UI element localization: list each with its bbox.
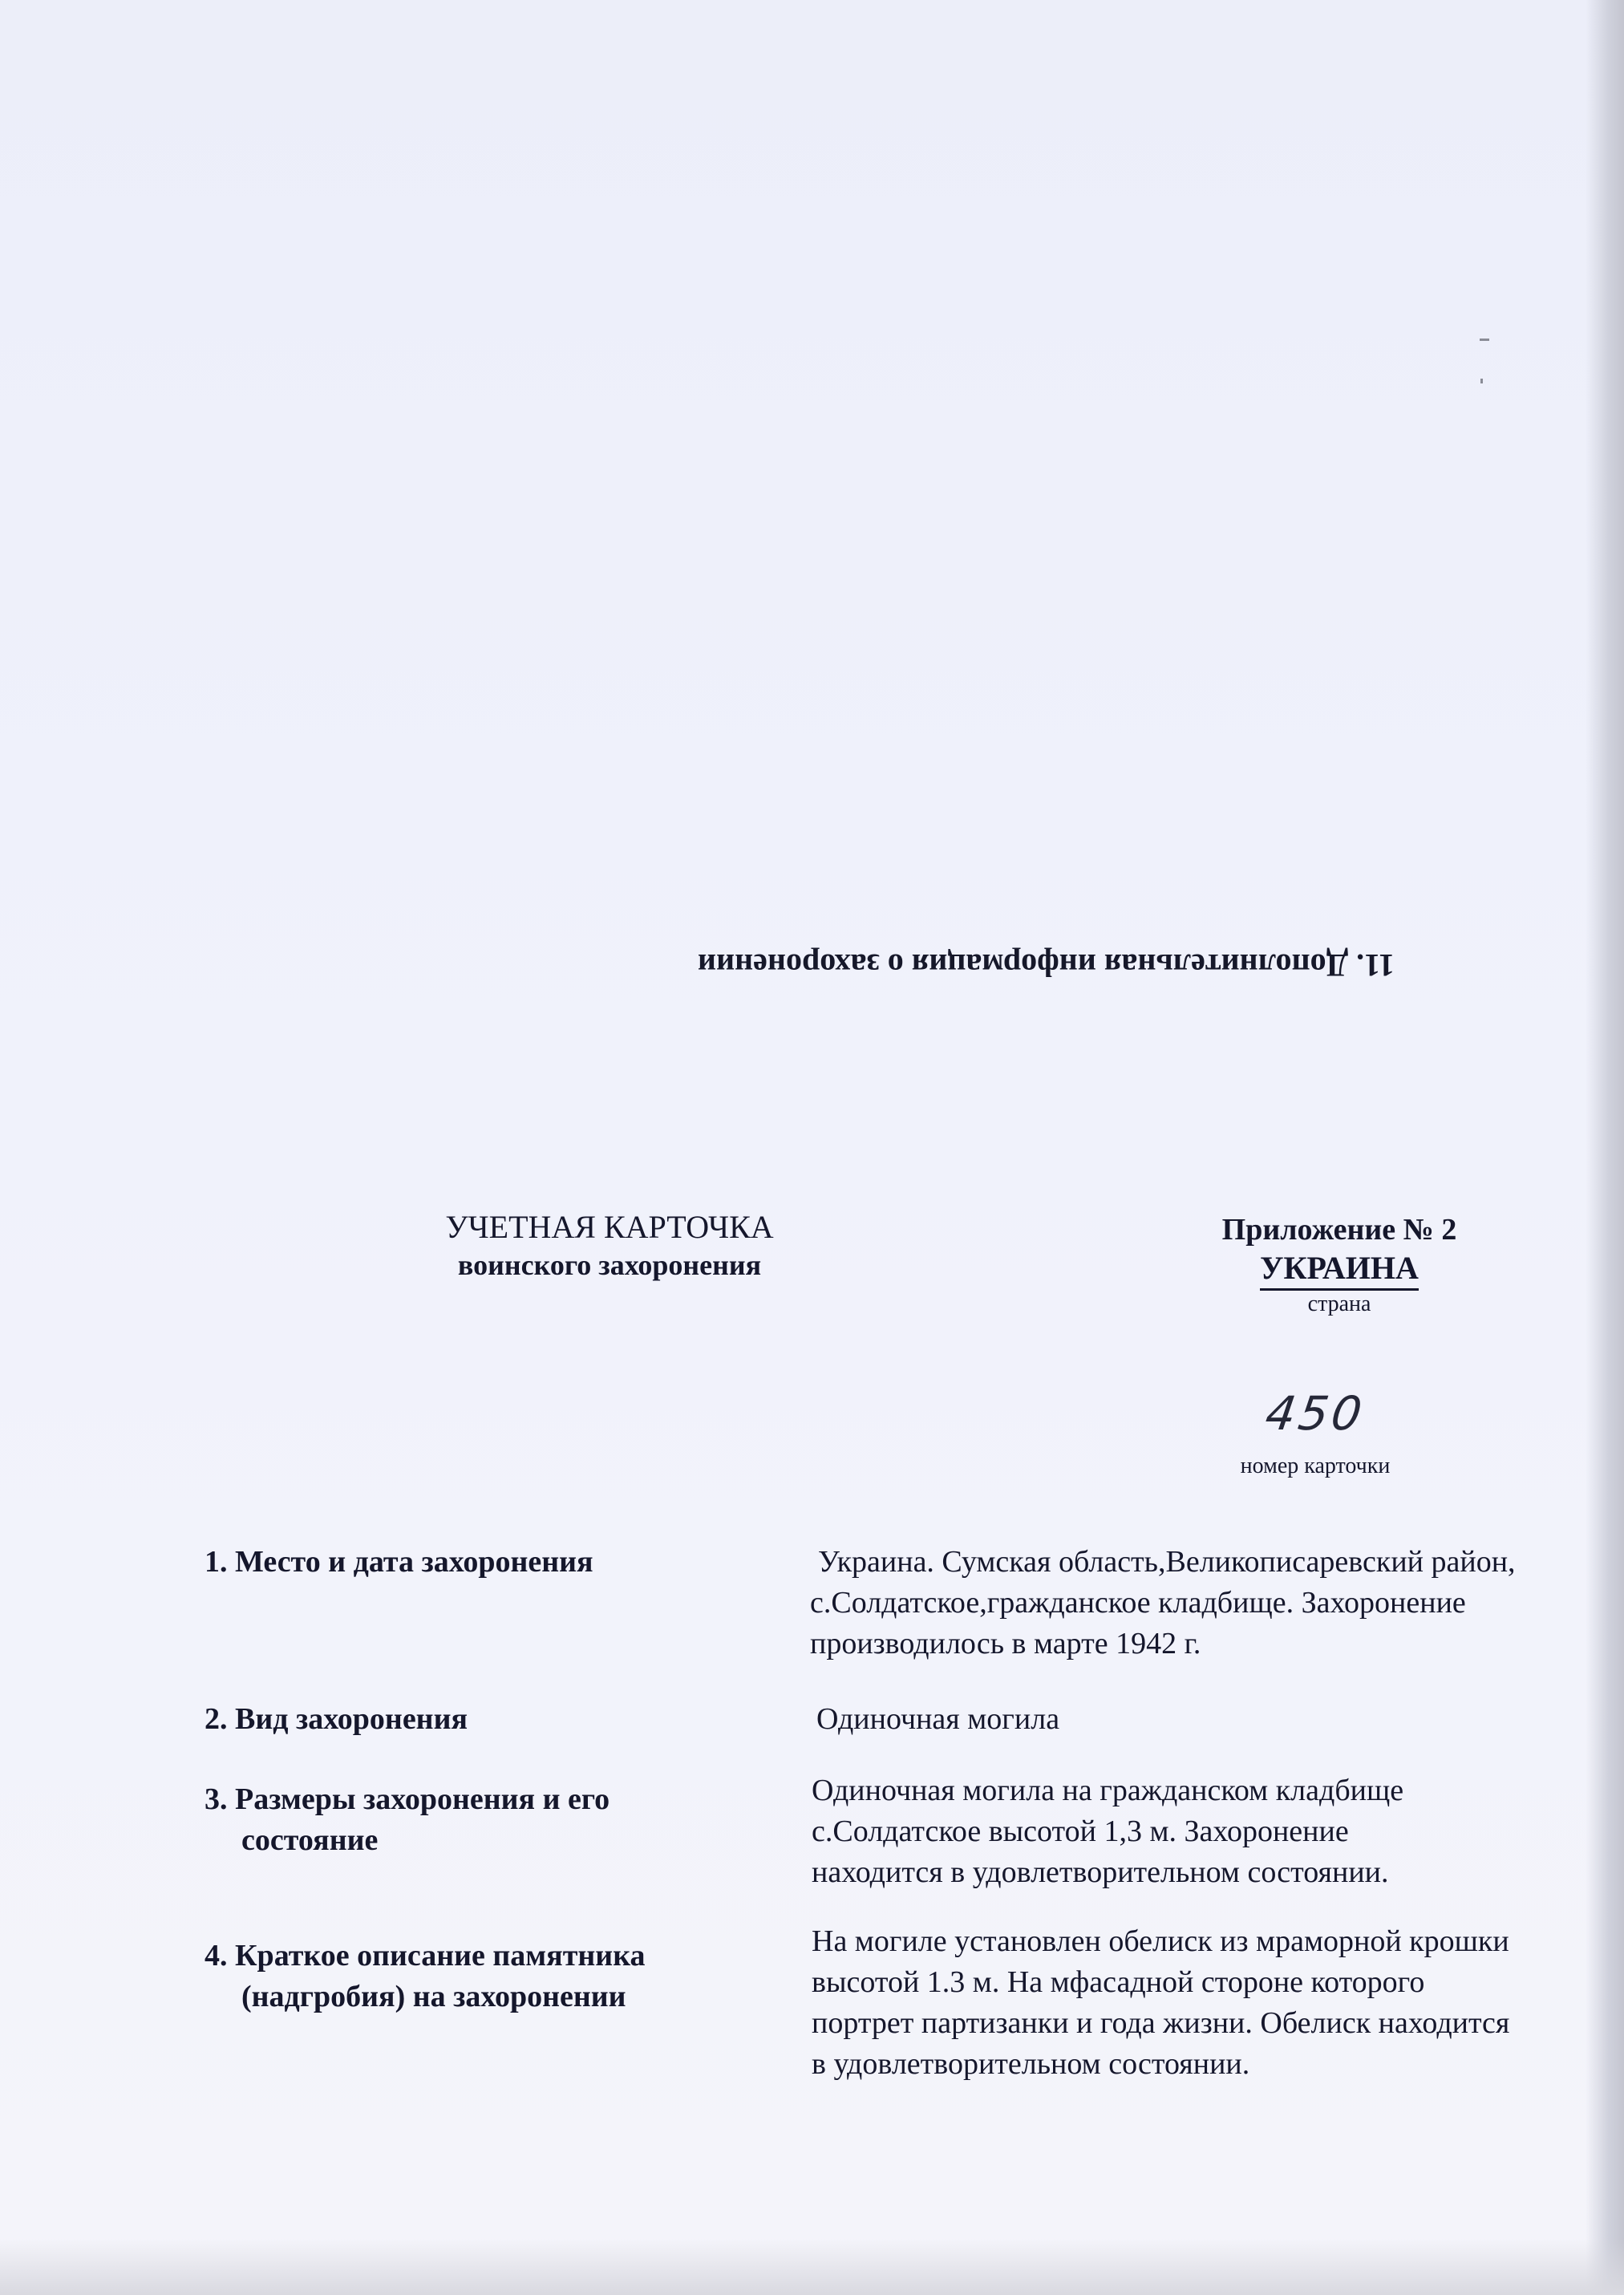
pen-mark xyxy=(1480,379,1483,383)
field-value-place-date xyxy=(810,1542,1604,1664)
field-label-line: состояние xyxy=(241,1823,379,1857)
field-value-line: Украина. Сумская область,Великописаревский район, xyxy=(818,1545,1516,1579)
appendix-block xyxy=(1179,1211,1500,1318)
pen-mark xyxy=(1480,339,1489,341)
country-name: УКРАИНА xyxy=(1260,1248,1419,1291)
country-caption: страна xyxy=(1307,1291,1371,1316)
field-label-line: 1. Место и дата захоронения xyxy=(205,1545,593,1579)
field-label-line: 2. Вид захоронения xyxy=(205,1702,468,1736)
field-label-size-condition xyxy=(205,1779,766,1861)
upside-down-section-heading: 11. Дополнительная информация о захоронении xyxy=(698,947,1395,983)
card-number-block xyxy=(1219,1388,1411,1479)
card-title-block xyxy=(353,1207,866,1283)
field-value-size-condition xyxy=(812,1770,1598,1893)
field-value-burial-type xyxy=(816,1699,1602,1740)
field-label-place-date xyxy=(205,1542,766,1583)
field-value-line: в удовлетворительном состоянии. xyxy=(812,2047,1250,2081)
appendix-label: Приложение № 2 xyxy=(1221,1213,1457,1247)
field-value-line: Одиночная могила на гражданском кладбище xyxy=(812,1774,1404,1807)
field-value-line: производилось в марте 1942 г. xyxy=(810,1627,1201,1660)
field-label-burial-type xyxy=(205,1699,766,1740)
card-number-caption: номер карточки xyxy=(1240,1454,1391,1478)
field-value-line: с.Солдатское высотой 1,3 м. Захоронение xyxy=(812,1815,1349,1848)
card-title: УЧЕТНАЯ КАРТОЧКА xyxy=(445,1209,774,1245)
field-label-line: 3. Размеры захоронения и его xyxy=(205,1782,610,1816)
card-subtitle: воинского захоронения xyxy=(457,1249,762,1281)
handwritten-card-number: 450 xyxy=(1262,1386,1369,1441)
field-value-line: Одиночная могила xyxy=(816,1702,1060,1736)
field-value-line: с.Солдатское,гражданское кладбище. Захоронение xyxy=(810,1586,1466,1620)
field-label-line: (надгробия) на захоронении xyxy=(241,1980,626,2013)
field-value-line: портрет партизанки и года жизни. Обелиск находится xyxy=(812,2006,1510,2040)
field-value-line: находится в удовлетворительном состоянии. xyxy=(812,1855,1389,1889)
field-label-monument xyxy=(205,1936,766,2017)
field-value-line: На могиле установлен обелиск из мраморной крошки xyxy=(812,1924,1509,1958)
paper-bottom-shadow xyxy=(0,2239,1624,2295)
field-label-line: 4. Краткое описание памятника xyxy=(205,1939,646,1973)
field-value-line: высотой 1.3 м. На мфасадной стороне которого xyxy=(812,1965,1425,1999)
field-value-monument xyxy=(812,1921,1598,2085)
